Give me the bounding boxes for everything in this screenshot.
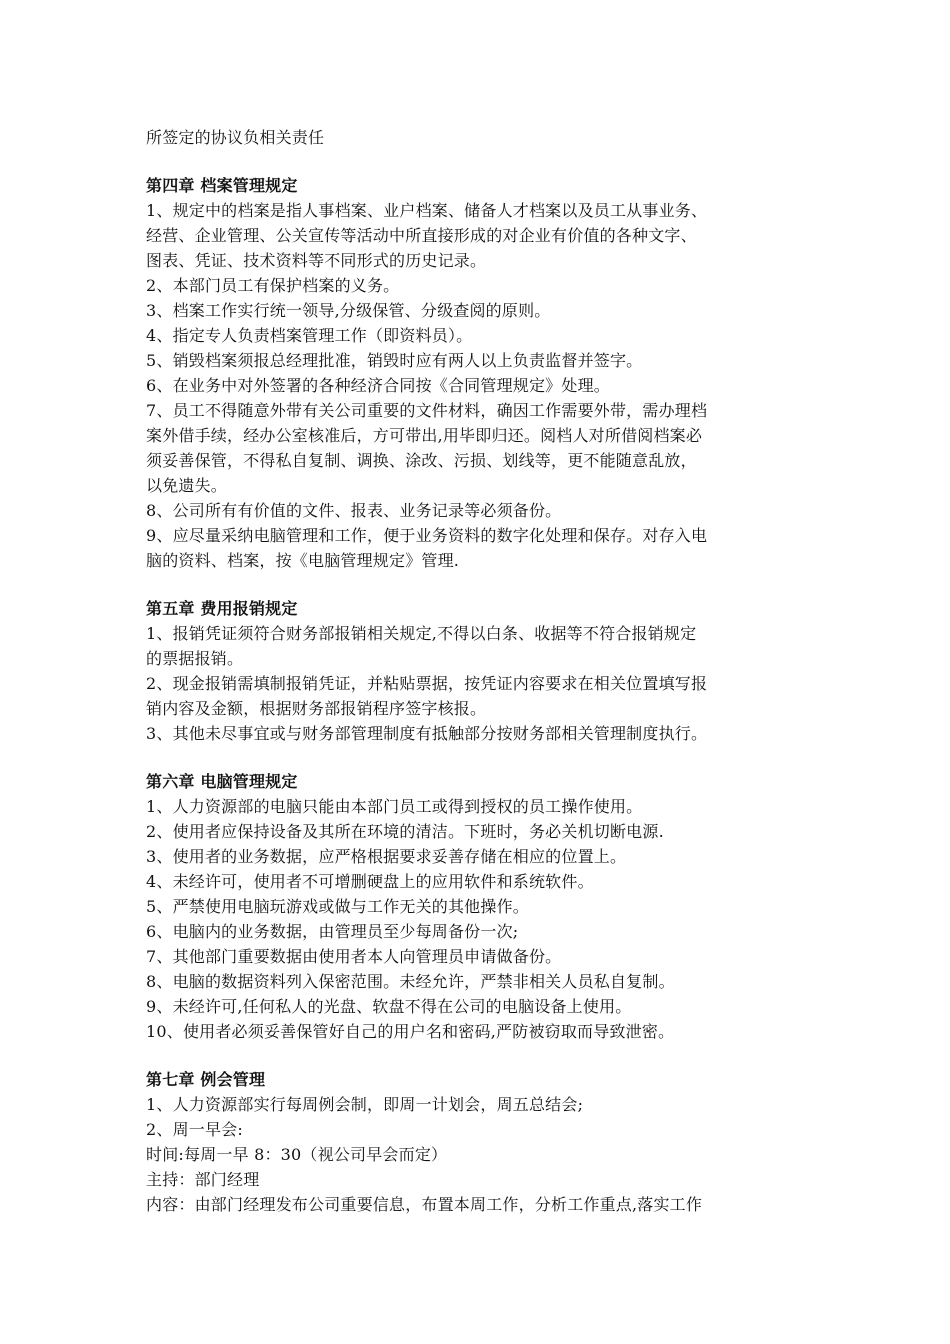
paragraph-line: 7、员工不得随意外带有关公司重要的文件材料，确因工作需要外带，需办理档 [146, 401, 708, 420]
paragraph-line: 3、其他未尽事宜或与财务部管理制度有抵触部分按财务部相关管理制度执行。 [146, 724, 708, 743]
paragraph-line: 内容：由部门经理发布公司重要信息，布置本周工作，分析工作重点,落实工作 [146, 1195, 703, 1214]
paragraph-line: 案外借手续，经办公室核准后，方可带出,用毕即归还。阅档人对所借阅档案必 [146, 426, 703, 445]
paragraph-line: 脑的资料、档案，按《电脑管理规定》管理. [146, 551, 460, 570]
paragraph-line: 1、人力资源部的电脑只能由本部门员工或得到授权的员工操作使用。 [146, 797, 643, 816]
paragraph-line: 1、人力资源部实行每周例会制，即周一计划会，周五总结会; [146, 1095, 584, 1114]
paragraph-line: 6、在业务中对外签署的各种经济合同按《合同管理规定》处理。 [146, 376, 610, 395]
intro-line: 所签定的协议负相关责任 [146, 128, 325, 147]
document-page [146, 125, 816, 1217]
paragraph-line: 3、使用者的业务数据，应严格根据要求妥善存储在相应的位置上。 [146, 847, 627, 866]
chapter-7-title: 第七章 例会管理 [146, 1070, 266, 1089]
chapter-6 [146, 769, 816, 1044]
paragraph-line: 3、档案工作实行统一领导,分级保管、分级查阅的原则。 [146, 301, 551, 320]
paragraph-line: 8、公司所有有价值的文件、报表、业务记录等必须备份。 [146, 501, 562, 520]
paragraph-line: 6、电脑内的业务数据，由管理员至少每周备份一次; [146, 922, 519, 941]
chapter-7 [146, 1067, 816, 1217]
paragraph-line: 7、其他部门重要数据由使用者本人向管理员申请做备份。 [146, 947, 562, 966]
paragraph-line: 须妥善保管，不得私自复制、调换、涂改、污损、划线等，更不能随意乱放， [146, 451, 697, 470]
paragraph-line: 9、应尽量采纳电脑管理和工作，便于业务资料的数字化处理和保存。对存入电 [146, 526, 708, 545]
paragraph-line: 5、严禁使用电脑玩游戏或做与工作无关的其他操作。 [146, 897, 529, 916]
section-gap [146, 1044, 816, 1067]
paragraph-line: 1、规定中的档案是指人事档案、业户档案、储备人才档案以及员工从事业务、 [146, 201, 708, 220]
chapter-5-title: 第五章 费用报销规定 [146, 599, 298, 618]
paragraph-line: 4、指定专人负责档案管理工作（即资料员）。 [146, 326, 473, 345]
paragraph-line: 销内容及金额，根据财务部报销程序签字核报。 [146, 699, 487, 718]
paragraph-line: 的票据报销。 [146, 649, 244, 668]
chapter-4-title: 第四章 档案管理规定 [146, 176, 298, 195]
paragraph-line: 10、使用者必须妥善保管好自己的用户名和密码,严防被窃取而导致泄密。 [146, 1022, 675, 1041]
paragraph-line: 主持：部门经理 [146, 1170, 260, 1189]
paragraph-line: 2、现金报销需填制报销凭证，并粘贴票据，按凭证内容要求在相关位置填写报 [146, 674, 708, 693]
paragraph-line: 5、销毁档案须报总经理批准，销毁时应有两人以上负责监督并签字。 [146, 351, 643, 370]
paragraph-line: 经营、企业管理、公关宣传等活动中所直接形成的对企业有价值的各种文字、 [146, 226, 697, 245]
paragraph-line: 2、周一早会: [146, 1120, 243, 1139]
paragraph-line: 1、报销凭证须符合财务部报销相关规定,不得以白条、收据等不符合报销规定 [146, 624, 697, 643]
paragraph-line: 8、电脑的数据资料列入保密范围。未经允许，严禁非相关人员私自复制。 [146, 972, 675, 991]
paragraph-line: 2、本部门员工有保护档案的义务。 [146, 276, 400, 295]
paragraph-line: 4、未经许可，使用者不可增删硬盘上的应用软件和系统软件。 [146, 872, 594, 891]
paragraph-line: 2、使用者应保持设备及其所在环境的清洁。下班时，务必关机切断电源. [146, 822, 664, 841]
chapter-5 [146, 596, 816, 746]
chapter-6-title: 第六章 电脑管理规定 [146, 772, 298, 791]
paragraph-line: 9、未经许可,任何私人的光盘、软盘不得在公司的电脑设备上使用。 [146, 997, 632, 1016]
paragraph-line: 以免遗失。 [146, 476, 228, 495]
paragraph-line: 图表、凭证、技术资料等不同形式的历史记录。 [146, 251, 487, 270]
paragraph-line: 时间:每周一早 8：30（视公司早会而定） [146, 1145, 448, 1164]
chapter-4 [146, 173, 816, 573]
section-gap [146, 746, 816, 769]
section-gap [146, 573, 816, 596]
section-gap [146, 150, 816, 173]
